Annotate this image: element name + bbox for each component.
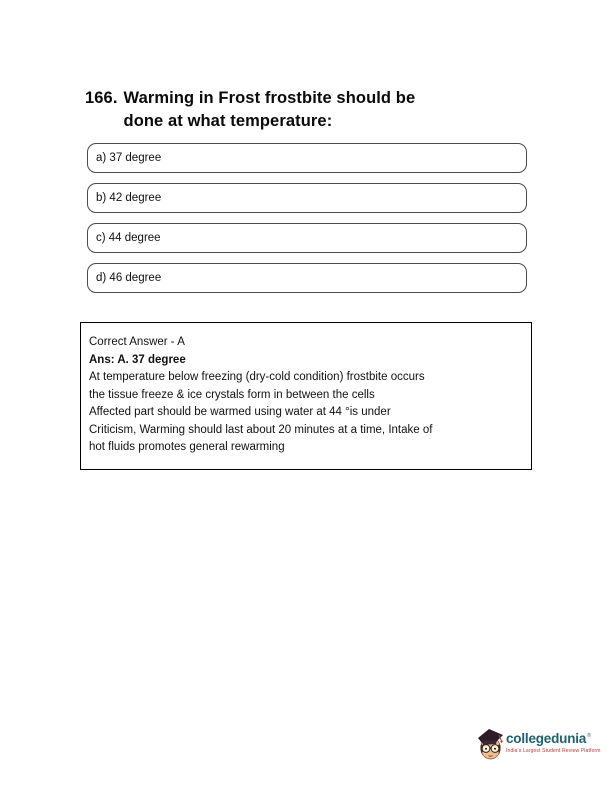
collegedunia-logo xyxy=(477,726,601,762)
explanation-line-1: At temperature below freezing (dry-cold condition) frostbite occurs xyxy=(89,371,425,383)
brand-row xyxy=(506,732,601,746)
option-b-label: b) 42 degree xyxy=(96,192,162,204)
option-a xyxy=(87,143,527,173)
option-d-label: d) 46 degree xyxy=(96,272,162,284)
explanation-line-4: Criticism, Warming should last about 20 minutes at a time, Intake of xyxy=(89,423,433,436)
question-text-line-2: done at what temperature: xyxy=(123,112,333,130)
brand-tagline: India's Largest Student Review Platform xyxy=(506,748,601,754)
option-c xyxy=(87,223,527,253)
question-text-line-1: Warming in Frost frostbite should be xyxy=(123,89,416,107)
brand-name: collegedunia xyxy=(506,731,587,746)
collegedunia-mascot-icon xyxy=(477,728,504,762)
question-heading xyxy=(85,87,514,133)
option-a-label: a) 37 degree xyxy=(96,152,162,164)
answer-line: Ans: A. 37 degree xyxy=(89,353,186,366)
explanation-line-3: Affected part should be warmed using water at 44 °is under xyxy=(89,406,391,418)
option-b xyxy=(87,183,527,213)
explanation-line-2: the tissue freeze & ice crystals form in between the cells xyxy=(89,388,375,401)
option-c-label: c) 44 degree xyxy=(96,232,161,244)
option-d xyxy=(87,263,527,293)
explanation-line-5: hot fluids promotes general rewarming xyxy=(89,441,285,453)
registered-mark: ® xyxy=(587,733,591,739)
answer-box xyxy=(80,322,532,470)
correct-answer-line: Correct Answer - A xyxy=(89,336,185,348)
question-text xyxy=(124,87,514,133)
logo-text-block xyxy=(506,732,601,754)
question-number: 166. xyxy=(85,89,118,107)
